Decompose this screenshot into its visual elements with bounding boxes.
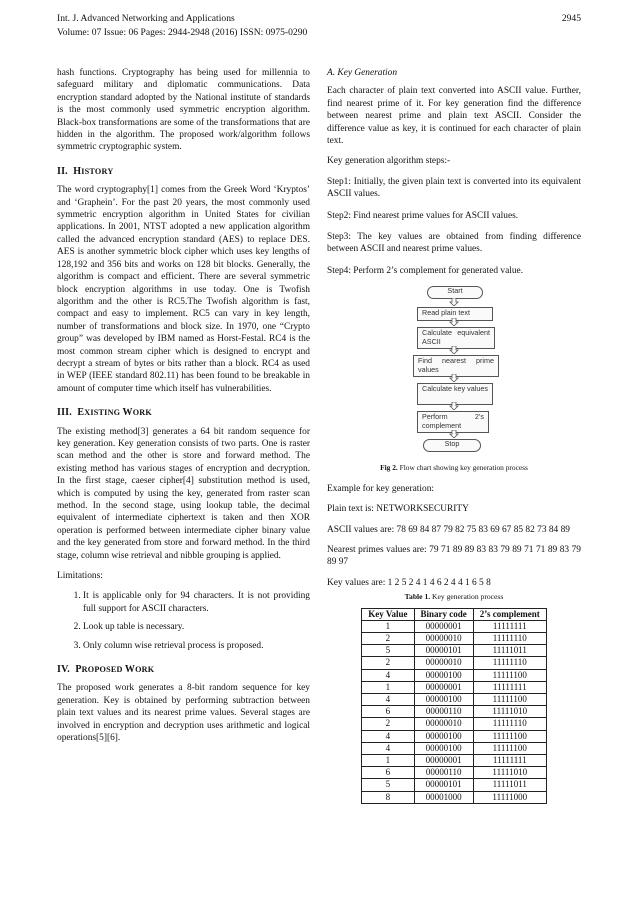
steps-label: Key generation algorithm steps:- bbox=[327, 156, 451, 167]
table-cell: 4 bbox=[362, 693, 414, 705]
table-row bbox=[362, 742, 546, 754]
existing-work-paragraph: The existing method[3] generates a 64 bit random sequence for key generation. Key generation consists of two parts. One is raster scan method and the other is store and forward method. The existing method has various stages of encryption and decryption. In the first stage, caeser cipher[4] substitution method is used, which is computed by using the key, generated from raster scan method. In the second stage, using lookup table, the decimal equivalent of intermediate ciphertext is taken and then XOR operation is performed between intermediate cipher binary value and the key generated from store and forward method. In the third stage, column wise retrieval and nibble grouping is applied. bbox=[57, 426, 310, 561]
column-header: 2’s complement bbox=[473, 608, 546, 620]
down-arrow-icon bbox=[449, 374, 459, 382]
journal-volume: Volume: 07 Issue: 06 Pages: 2944-2948 (2016) ISSN: 0975-0290 bbox=[57, 27, 308, 38]
intro-paragraph: hash functions. Cryptography has being used for millennia to safeguard military and diplomatic communications. Data encryption standard adopted by the National institute of standards is the most commonly used symmetric encryption algorithm. Black-box transformations are some of the transformations that are hidden in the algorithm. The proposed work/algorithm follows symmetric cryptographic system. bbox=[57, 68, 310, 153]
table-cell: 00000100 bbox=[414, 730, 473, 742]
history-paragraph: The word cryptography[1] comes from the Greek Word ‘Kryptos’ and ‘Graphein’. For the past 20 years, the most commonly used symmetric encryption algorithm in United States for civilian applications. In 2001, NTST adopted a new application algorithm called the advanced encryption standard (AES) to replace DES. AES is another symmetric block cipher which uses key lengths of 128,192 and 356 bits and works on 128 bit blocks. Generally, the algorithm is compact and efficient. There are several symmetric block encryption algorithms in use today. One is Twofish algorithm and the other is RC5.The Twofish algorithm is fast, compact and easy to implement. RC5 can vary in key length, number of transformations and block size. In 1970, one “Crypto group” was developed by IBM named as Horst-Festal. RC4 is the most common stream cipher which is designed to encrypt and decrypt a stream of bytes or bits rather than a block. RC4 as used in WEP (IEEE standard 802.11) has been found to be breakable in amount of computer time which itself has vulnerabilities. bbox=[57, 185, 310, 394]
table-cell: 00000110 bbox=[414, 706, 473, 718]
subsection-heading: A. Key Generation bbox=[327, 68, 398, 78]
key-generation-paragraph: Each character of plain text converted into ASCII value. Further, find nearest prime of it. For key generation find the difference between nearest prime and plain text ASCII. Consider the difference value as key, it is continued for each character of plain text. bbox=[327, 86, 581, 147]
table-row bbox=[362, 718, 546, 730]
table-cell: 5 bbox=[362, 779, 414, 791]
table-cell: 6 bbox=[362, 706, 414, 718]
table-cell: 00000010 bbox=[414, 632, 473, 644]
example-label: Example for key generation: bbox=[327, 483, 434, 494]
column-header: Key Value bbox=[362, 608, 414, 620]
table-cell: 2 bbox=[362, 632, 414, 644]
down-arrow-icon bbox=[449, 430, 459, 438]
table-row bbox=[362, 657, 546, 669]
table-cell: 8 bbox=[362, 791, 414, 803]
table-row bbox=[362, 730, 546, 742]
table-cell: 00000100 bbox=[414, 693, 473, 705]
step-item: Step1: Initially, the given plain text is converted into its equivalent ASCII values. bbox=[327, 176, 581, 200]
flow-stop: Stop bbox=[423, 439, 481, 452]
step-item: Step2: Find nearest prime values for ASCII values. bbox=[327, 210, 519, 221]
table-cell: 2 bbox=[362, 657, 414, 669]
table-cell: 11111111 bbox=[473, 754, 546, 766]
table-cell: 11111100 bbox=[473, 669, 546, 681]
proposed-work-paragraph: The proposed work generates a 8-bit random sequence for key generation. Key is obtained by performing subtraction between plain text values and its nearest prime values. Several stages are involved in encryption and decryption uses arithmetic and logical operations[5][6]. bbox=[57, 683, 310, 744]
table-cell: 00000101 bbox=[414, 779, 473, 791]
table-header-row bbox=[362, 608, 546, 620]
ascii-values: ASCII values are: 78 69 84 87 79 82 75 83 69 67 85 82 73 84 89 bbox=[327, 524, 570, 535]
table-cell: 00000001 bbox=[414, 754, 473, 766]
figure-caption: Fig 2. Flow chart showing key generation process bbox=[380, 463, 528, 473]
section-heading-existing-work: III. EXISTING WORK bbox=[57, 407, 152, 419]
list-item: 2. Look up table is necessary. bbox=[83, 621, 310, 633]
table-row bbox=[362, 754, 546, 766]
list-item: 1. It is applicable only for 94 characters. It is not providing full support for ASCII characters. bbox=[83, 590, 310, 615]
table-row bbox=[362, 645, 546, 657]
plain-text-value: Plain text is: NETWORKSECURITY bbox=[327, 504, 469, 515]
table-cell: 11111010 bbox=[473, 706, 546, 718]
table-cell: 11111111 bbox=[473, 620, 546, 632]
table-cell: 1 bbox=[362, 681, 414, 693]
table-cell: 11111110 bbox=[473, 632, 546, 644]
table-cell: 1 bbox=[362, 754, 414, 766]
flow-find-nearest-prime: Find nearest prime values bbox=[413, 355, 499, 377]
table-cell: 11111110 bbox=[473, 657, 546, 669]
table-cell: 2 bbox=[362, 718, 414, 730]
down-arrow-icon bbox=[449, 318, 459, 326]
table-cell: 1 bbox=[362, 620, 414, 632]
table-cell: 11111100 bbox=[473, 693, 546, 705]
table-cell: 11111111 bbox=[473, 681, 546, 693]
flow-calculate-ascii: Calculate equivalent ASCII bbox=[417, 327, 495, 349]
table-cell: 11111011 bbox=[473, 645, 546, 657]
flow-calculate-key: Calculate key values bbox=[417, 383, 493, 405]
flow-start: Start bbox=[427, 286, 483, 299]
section-heading-history: II. HISTORY bbox=[57, 165, 114, 177]
table-cell: 00000100 bbox=[414, 742, 473, 754]
table-cell: 6 bbox=[362, 767, 414, 779]
page-number: 2945 bbox=[561, 13, 581, 24]
flowchart bbox=[327, 286, 581, 504]
nearest-primes: Nearest primes values are: 79 71 89 89 83 83 79 89 71 71 89 83 79 89 97 bbox=[327, 544, 581, 568]
table-row bbox=[362, 669, 546, 681]
table-cell: 4 bbox=[362, 730, 414, 742]
table-cell: 00000010 bbox=[414, 657, 473, 669]
table-cell: 00000100 bbox=[414, 669, 473, 681]
table-cell: 11111000 bbox=[473, 791, 546, 803]
table-cell: 4 bbox=[362, 742, 414, 754]
table-caption: Table 1. Key generation process bbox=[404, 592, 504, 602]
table-row bbox=[362, 632, 546, 644]
step-item: Step3: The key values are obtained from finding difference between ASCII and nearest prime values. bbox=[327, 232, 581, 255]
table-cell: 5 bbox=[362, 645, 414, 657]
table-row bbox=[362, 779, 546, 791]
table-cell: 11111100 bbox=[473, 730, 546, 742]
right-column bbox=[327, 67, 581, 804]
table-cell: 11111010 bbox=[473, 767, 546, 779]
key-values: Key values are: 1 2 5 2 4 1 4 6 2 4 4 1 6 5 8 bbox=[327, 577, 491, 588]
list-item: 3. Only column wise retrieval process is proposed. bbox=[83, 640, 310, 652]
table-cell: 00000101 bbox=[414, 645, 473, 657]
table-row bbox=[362, 791, 546, 803]
table-cell: 00000110 bbox=[414, 767, 473, 779]
table-cell: 11111100 bbox=[473, 742, 546, 754]
table-cell: 11111011 bbox=[473, 779, 546, 791]
limitations-label: Limitations: bbox=[57, 571, 103, 582]
flow-read-plain-text: Read plain text bbox=[417, 307, 493, 321]
flow-twos-complement: Perform 2’s complement bbox=[417, 411, 489, 433]
section-heading-proposed-work: IV. PROPOSED WORK bbox=[57, 664, 155, 676]
table-row bbox=[362, 767, 546, 779]
down-arrow-icon bbox=[449, 346, 459, 354]
table-cell: 00000001 bbox=[414, 681, 473, 693]
limitations-list bbox=[57, 590, 310, 652]
down-arrow-icon bbox=[449, 402, 459, 410]
table-row bbox=[362, 681, 546, 693]
table-cell: 4 bbox=[362, 669, 414, 681]
column-header: Binary code bbox=[414, 608, 473, 620]
table-row bbox=[362, 693, 546, 705]
table-cell: 00000010 bbox=[414, 718, 473, 730]
key-generation-table bbox=[361, 608, 546, 804]
left-column bbox=[57, 67, 310, 753]
table-row bbox=[362, 620, 546, 632]
journal-title: Int. J. Advanced Networking and Applications bbox=[57, 13, 235, 24]
step-item: Step4: Perform 2’s complement for generated value. bbox=[327, 265, 524, 276]
table-cell: 00001000 bbox=[414, 791, 473, 803]
table-cell: 11111110 bbox=[473, 718, 546, 730]
table-row bbox=[362, 706, 546, 718]
down-arrow-icon bbox=[449, 298, 459, 306]
table-cell: 00000001 bbox=[414, 620, 473, 632]
